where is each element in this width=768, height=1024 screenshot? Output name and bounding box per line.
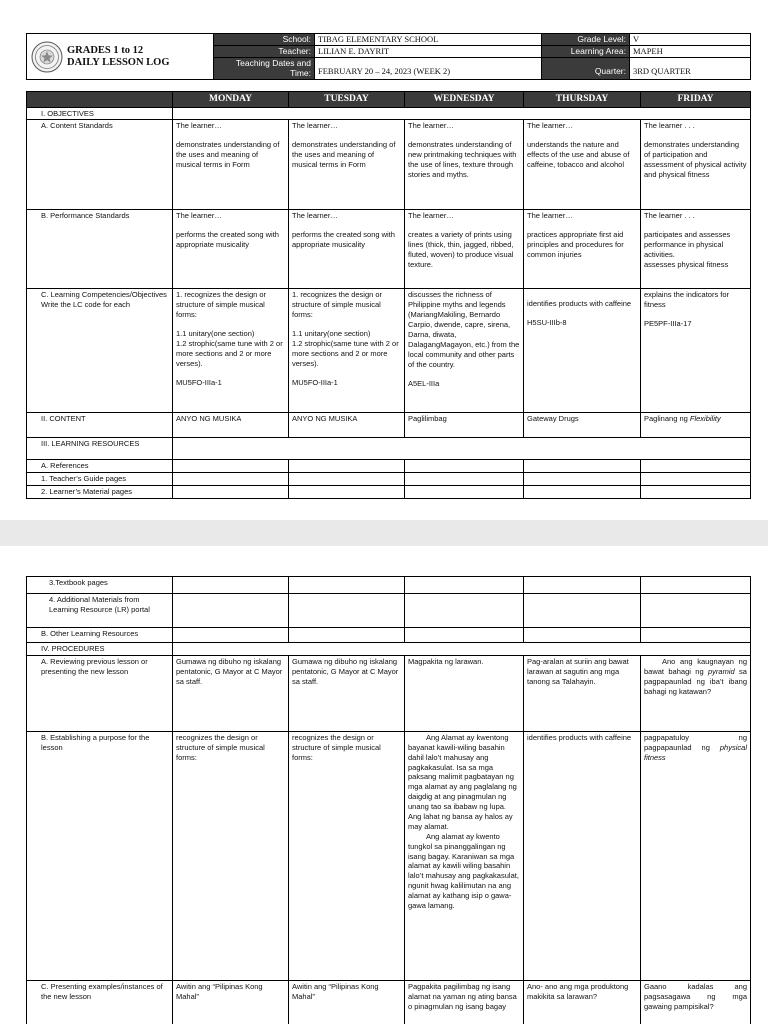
tb-fri bbox=[641, 577, 751, 594]
purpose-monday: recognizes the design or structure of simple musical forms: bbox=[173, 731, 289, 980]
olr-wed bbox=[405, 628, 524, 643]
tg-wed bbox=[405, 473, 524, 486]
lc-mon-3: 1.2 strophic(same tune with 2 or more sections and 2 or more verses). bbox=[176, 338, 283, 368]
textbook-label: 3.Textbook pages bbox=[27, 577, 173, 594]
purpose-fri-italic: physical fitness bbox=[644, 742, 747, 762]
purpose-wednesday bbox=[405, 731, 524, 980]
cs-fri-text: demonstrates understanding of participation and assessment of physical activity and physical fitness bbox=[644, 140, 747, 179]
olr-mon bbox=[173, 628, 289, 643]
content-thursday: Gateway Drugs bbox=[524, 413, 641, 438]
review-fri-pyramid: pyramid bbox=[708, 666, 735, 676]
content-label: II. CONTENT bbox=[27, 413, 173, 438]
presenting-label: C. Presenting examples/instances of the new lesson bbox=[27, 980, 173, 1024]
presenting-friday: Gaano kadalas ang pagsasagawa ng mga gawaing pampisikal? bbox=[641, 980, 751, 1024]
tg-fri bbox=[641, 473, 751, 486]
dates-value: FEBRUARY 20 – 24, 2023 (WEEK 2) bbox=[315, 58, 542, 80]
header-table bbox=[26, 33, 751, 80]
ps-thursday bbox=[524, 210, 641, 289]
lc-fri-1: explains the indicators for fitness bbox=[644, 290, 730, 310]
am-fri bbox=[641, 594, 751, 628]
corner-header bbox=[27, 92, 173, 108]
purpose-thursday: identifies products with caffeine bbox=[524, 731, 641, 980]
purpose-label: B. Establishing a purpose for the lesson bbox=[27, 731, 173, 980]
area-label: Learning Area: bbox=[542, 46, 630, 58]
ps-mon-intro: The learner… bbox=[176, 211, 222, 221]
olr-thu bbox=[524, 628, 641, 643]
am-tue bbox=[289, 594, 405, 628]
references-label: A. References bbox=[27, 460, 173, 473]
cs-tuesday bbox=[289, 120, 405, 210]
day-header-friday: FRIDAY bbox=[641, 92, 751, 108]
ps-tue-intro: The learner… bbox=[292, 211, 338, 221]
teachers-guide-label: 1. Teacher’s Guide pages bbox=[27, 473, 173, 486]
area-value: MAPEH bbox=[630, 46, 751, 58]
review-wednesday: Magpakita ng larawan. bbox=[405, 655, 524, 731]
ps-fri-intro: The learner . . . bbox=[644, 211, 695, 221]
lc-tuesday bbox=[289, 289, 405, 413]
ps-friday bbox=[641, 210, 751, 289]
purpose-friday bbox=[641, 731, 751, 980]
purpose-wed-1: Ang Alamat ay kwentong bayanat kawili-wiling basahin dahil lalo’t mahusay ang pagkakasulat. Isa sa mga paksang malimit pagbatayan ng mga alamat ay ang paglalang ng daigdig at ang pinagmulan ng unang tao sa ibabaw ng lupa. Ang lahat ng bansa ay halos ay may alamat. bbox=[408, 732, 517, 831]
olr-fri bbox=[641, 628, 751, 643]
other-resources-label: B. Other Learning Resources bbox=[27, 628, 173, 643]
lc-mon-2: 1.1 unitary(one section) bbox=[176, 329, 255, 339]
learning-resources-label: III. LEARNING RESOURCES bbox=[27, 438, 173, 460]
review-monday: Gumawa ng dibuho ng iskalang pentatonic, G Mayor at C Mayor sa staff. bbox=[173, 655, 289, 731]
references-mon bbox=[173, 460, 289, 473]
references-fri bbox=[641, 460, 751, 473]
cs-thursday bbox=[524, 120, 641, 210]
day-header-wednesday: WEDNESDAY bbox=[405, 92, 524, 108]
cs-monday bbox=[173, 120, 289, 210]
lc-tue-3: 1.2 strophic(same tune with 2 or more sections and 2 or more verses). bbox=[292, 338, 399, 368]
ps-monday bbox=[173, 210, 289, 289]
tg-thu bbox=[524, 473, 641, 486]
cs-tue-intro: The learner… bbox=[292, 121, 338, 131]
procedures-span bbox=[173, 643, 751, 656]
ps-wed-text: creates a variety of prints using lines (thick, thin, jagged, ribbed, fluted, woven) to produce visual texture. bbox=[408, 230, 514, 269]
lc-monday bbox=[173, 289, 289, 413]
lm-wed bbox=[405, 486, 524, 499]
page-2 bbox=[0, 546, 768, 1024]
purpose-tuesday: recognizes the design or structure of simple musical forms: bbox=[289, 731, 405, 980]
presenting-wednesday: Pagpakita pagilimbag ng isang alamat na yaman ng ating bansa o pinagmulan ng isang bagay bbox=[405, 980, 524, 1024]
lc-thu-1: identifies products with caffeine bbox=[527, 299, 632, 309]
procedures-label: IV. PROCEDURES bbox=[27, 643, 173, 656]
dates-label: Teaching Dates and Time: bbox=[214, 58, 315, 80]
learners-material-label: 2. Learner’s Material pages bbox=[27, 486, 173, 499]
ps-thu-intro: The learner… bbox=[527, 211, 573, 221]
presenting-thursday: Ano- ano ang mga produktong makikita sa larawan? bbox=[524, 980, 641, 1024]
presenting-monday: Awitin ang “Pilipinas Kong Mahal” bbox=[173, 980, 289, 1024]
content-fri-italic: Flexibility bbox=[689, 414, 721, 424]
tg-tue bbox=[289, 473, 405, 486]
am-thu bbox=[524, 594, 641, 628]
references-tue bbox=[289, 460, 405, 473]
title-line-2: DAILY LESSON LOG bbox=[67, 56, 170, 68]
review-friday bbox=[641, 655, 751, 731]
teacher-label: Teacher: bbox=[214, 46, 315, 58]
quarter-text: 3RD QUARTER bbox=[633, 66, 691, 77]
cs-mon-intro: The learner… bbox=[176, 121, 222, 131]
review-label: A. Reviewing previous lesson or presenting the new lesson bbox=[27, 655, 173, 731]
school-label: School: bbox=[214, 34, 315, 46]
lc-thu-code: H5SU-IIIb-8 bbox=[527, 318, 567, 328]
lc-thursday bbox=[524, 289, 641, 413]
am-wed bbox=[405, 594, 524, 628]
day-header-tuesday: TUESDAY bbox=[289, 92, 405, 108]
ps-wed-intro: The learner… bbox=[408, 211, 454, 221]
references-thu bbox=[524, 460, 641, 473]
lc-tue-code: MU5FO-IIIa-1 bbox=[292, 377, 338, 387]
cs-tue-text: demonstrates understanding of the uses and meaning of musical terms in Form bbox=[292, 140, 396, 170]
title-line-1: GRADES 1 to 12 bbox=[67, 44, 144, 56]
lm-mon bbox=[173, 486, 289, 499]
header-logo-cell bbox=[27, 34, 214, 80]
lm-tue bbox=[289, 486, 405, 499]
ps-tue-text: performs the created song with appropriate musicality bbox=[292, 230, 395, 250]
am-mon bbox=[173, 594, 289, 628]
ps-tuesday bbox=[289, 210, 405, 289]
lc-fri-code: PE5PF-IIIa-17 bbox=[644, 319, 692, 329]
lc-wednesday bbox=[405, 289, 524, 413]
tb-mon bbox=[173, 577, 289, 594]
cs-fri-intro: The learner . . . bbox=[644, 121, 695, 131]
tb-thu bbox=[524, 577, 641, 594]
log-title bbox=[67, 45, 170, 69]
learning-resources-span bbox=[173, 438, 751, 460]
lm-thu bbox=[524, 486, 641, 499]
purpose-wed-2: Ang alamat ay kwento tungkol sa pinanggalingan ng isang bagay. Karaniwan sa mga alamat ay kawili wiling basahin lalo’t mahusay ang pagkakasulat, ngunit hwag kalilimutan na ang alamat ay kathang isip o gawa-gawa lamang. bbox=[408, 831, 519, 911]
review-thursday: Pag-aralan at suriin ang bawat larawan at sagutin ang mga tanong sa Talahayin. bbox=[524, 655, 641, 731]
lc-wed-code: A5EL-IIIa bbox=[408, 378, 440, 388]
cs-thu-text: understands the nature and effects of the use and abuse of caffeine, tobacco and alcohol bbox=[527, 140, 630, 170]
lc-friday bbox=[641, 289, 751, 413]
ps-wednesday bbox=[405, 210, 524, 289]
content-tuesday: ANYO NG MUSIKA bbox=[289, 413, 405, 438]
lc-tue-2: 1.1 unitary(one section) bbox=[292, 329, 371, 339]
objectives-span bbox=[173, 107, 751, 120]
ps-fri-text-2: assesses physical fitness bbox=[644, 259, 729, 269]
cs-mon-text: demonstrates understanding of the uses and meaning of musical terms in Form bbox=[176, 140, 280, 170]
teacher-value: LILIAN E. DAYRIT bbox=[315, 46, 542, 58]
ps-mon-text: performs the created song with appropriate musicality bbox=[176, 230, 279, 250]
performance-standards-label: B. Performance Standards bbox=[27, 210, 173, 289]
day-header-monday: MONDAY bbox=[173, 92, 289, 108]
lc-wed-1: discusses the richness of Philippine myths and legends (MariangMakiling, Bernardo Carpio, dwende, capre, sirena, Darna, diwata, DalagangMagayon, etc.) from the local community and other parts of the country. bbox=[408, 290, 520, 369]
content-monday: ANYO NG MUSIKA bbox=[173, 413, 289, 438]
review-tuesday: Gumawa ng dibuho ng iskalang pentatonic, G Mayor at C Mayor sa staff. bbox=[289, 655, 405, 731]
objectives-label: I. OBJECTIVES bbox=[27, 107, 173, 120]
lesson-grid-page-1 bbox=[26, 91, 751, 499]
olr-tue bbox=[289, 628, 405, 643]
grade-label: Grade Level: bbox=[542, 34, 630, 46]
ps-thu-text: practices appropriate first aid principles and procedures for common injuries bbox=[527, 230, 624, 260]
review-fri-a: Ano ang kaugnayan ng bawat bahagi ng bbox=[644, 656, 747, 676]
additional-materials-label: 4. Additional Materials from Learning Resource (LR) portal bbox=[27, 594, 173, 628]
day-header-thursday: THURSDAY bbox=[524, 92, 641, 108]
cs-wednesday bbox=[405, 120, 524, 210]
school-value: TIBAG ELEMENTARY SCHOOL bbox=[315, 34, 542, 46]
lesson-grid-page-2 bbox=[26, 576, 751, 1024]
quarter-value bbox=[630, 58, 751, 80]
cs-thu-intro: The learner… bbox=[527, 121, 573, 131]
tg-mon bbox=[173, 473, 289, 486]
lc-mon-code: MU5FO-IIIa-1 bbox=[176, 377, 222, 387]
content-fri-text: Paglinang ng bbox=[644, 414, 690, 424]
deped-seal-icon bbox=[31, 41, 63, 73]
review-fri-c: sa pagpapaunlad ng iba’t ibang bahagi ng katawan? bbox=[644, 666, 747, 696]
cs-wed-intro: The learner… bbox=[408, 121, 454, 131]
content-standards-label: A. Content Standards bbox=[27, 120, 173, 210]
lm-fri bbox=[641, 486, 751, 499]
presenting-tuesday: Awitin ang “Pilipinas Kong Mahal” bbox=[289, 980, 405, 1024]
content-wednesday: Paglilimbag bbox=[405, 413, 524, 438]
cs-friday bbox=[641, 120, 751, 210]
lc-tue-1: 1. recognizes the design or structure of simple musical forms: bbox=[292, 290, 383, 320]
quarter-label: Quarter: bbox=[542, 58, 630, 80]
lc-mon-1: 1. recognizes the design or structure of simple musical forms: bbox=[176, 290, 267, 320]
content-friday bbox=[641, 413, 751, 438]
cs-wed-text: demonstrates understanding of new printmaking techniques with the use of lines, texture through stories and myths. bbox=[408, 140, 517, 179]
competencies-label: C. Learning Competencies/Objectives Write the LC code for each bbox=[27, 289, 173, 413]
grade-value: V bbox=[630, 34, 751, 46]
tb-wed bbox=[405, 577, 524, 594]
ps-fri-text: participates and assesses performance in physical activities. bbox=[644, 230, 731, 260]
references-wed bbox=[405, 460, 524, 473]
purpose-fri-a: pagpapatuloy ng pagpapaunlad ng bbox=[644, 732, 747, 752]
tb-tue bbox=[289, 577, 405, 594]
